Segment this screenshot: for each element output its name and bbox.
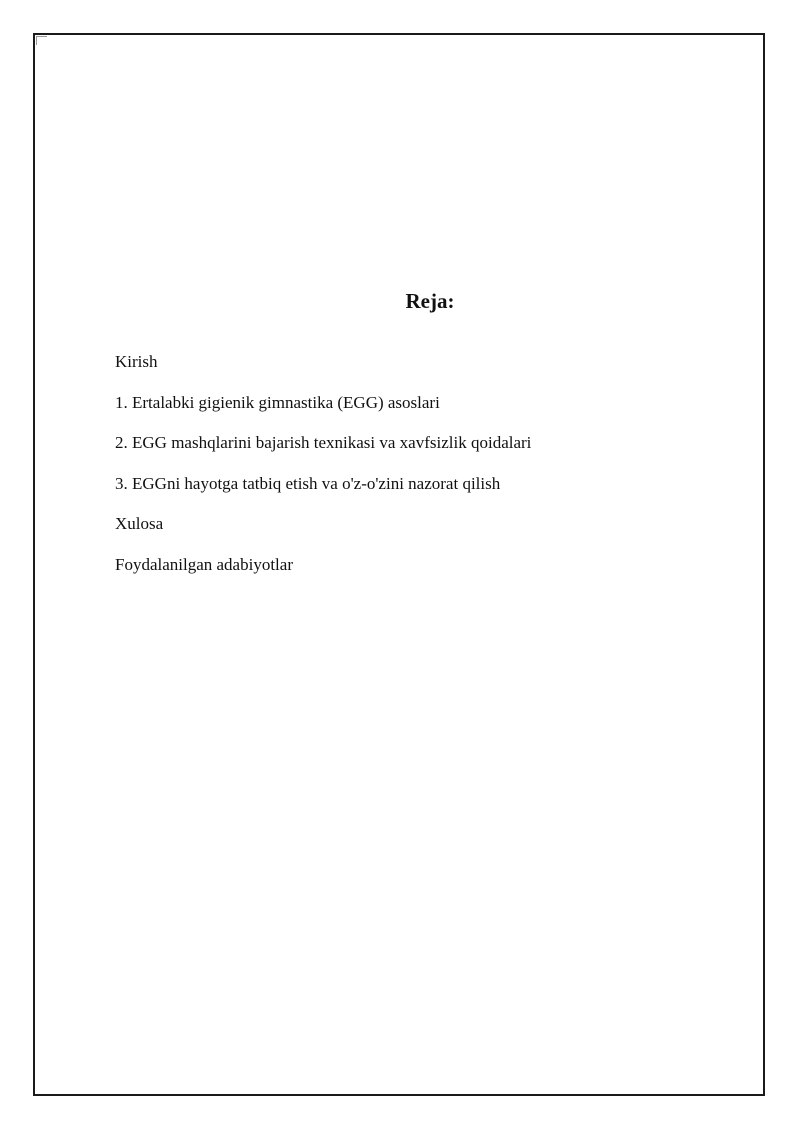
toc-item-1: 1. Ertalabki gigienik gimnastika (EGG) asoslari [115,392,440,412]
toc-item-3: 3. EGGni hayotga tatbiq etish va o'z-o'zini nazorat qilish [115,473,501,493]
table-of-contents [115,351,531,595]
toc-item-references: Foydalanilgan adabiyotlar [115,554,293,574]
toc-item-2: 2. EGG mashqlarini bajarish texnikasi va xavfsizlik qoidalari [115,433,532,453]
plan-title: Reja: [405,289,455,314]
toc-item-conclusion: Xulosa [115,514,164,534]
toc-item-introduction: Kirish [115,352,158,371]
corner-mark [36,36,47,45]
